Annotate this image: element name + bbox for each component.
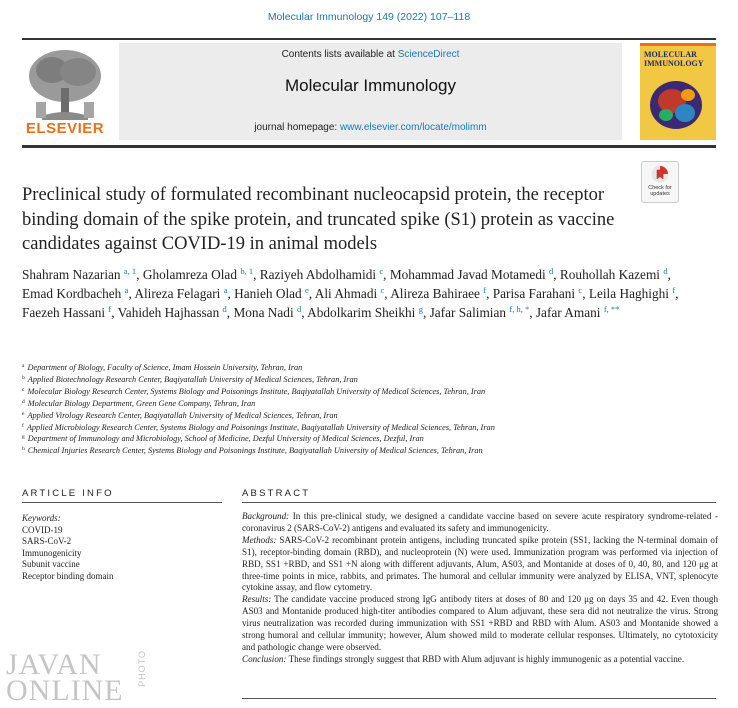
- author[interactable]: [233, 305, 304, 320]
- homepage-prefix: journal homepage:: [254, 122, 340, 133]
- affiliation-text: Applied Biotechnology Research Center, Baqiyatallah University of Medical Sciences, Tehran, Iran: [27, 374, 358, 384]
- author-affiliation-marker[interactable]: a, 1: [123, 266, 137, 276]
- affiliation-item: [22, 374, 702, 386]
- journal-homepage-link[interactable]: www.elsevier.com/locate/molimm: [339, 122, 487, 133]
- author-name: Emad Kordbacheh: [22, 285, 122, 301]
- author[interactable]: [589, 286, 679, 301]
- affiliation-key: f: [22, 422, 24, 429]
- keywords-label: Keywords:: [22, 513, 61, 523]
- check-for-updates-badge[interactable]: [641, 161, 679, 203]
- author-name: Vahideh Hajhassan: [117, 304, 220, 320]
- author-name: Hanieh Olad: [234, 285, 302, 301]
- affiliation-list: [22, 362, 702, 457]
- elsevier-wordmark: ELSEVIER: [25, 120, 105, 137]
- author[interactable]: [234, 286, 312, 301]
- author-separator: ,: [253, 267, 257, 282]
- author[interactable]: [430, 305, 533, 320]
- affiliation-text: Applied Microbiology Research Center, Systems Biology and Poisonings Institute, Baqiyatallah University of Medical Sciences, Tehran, Iran: [26, 422, 495, 432]
- abstract-section-text: In this pre-clinical study, we designed a candidate vaccine based on severe acute respiratory syndrome-related -coronavirus 2 (SARS-CoV-2) antigens and evaluated its safety and immunogenicity.: [242, 511, 718, 533]
- author-affiliation-marker[interactable]: d: [222, 303, 227, 314]
- abstract-section-label: Background:: [242, 511, 290, 521]
- author-affiliation-marker[interactable]: f, h, *: [509, 303, 530, 314]
- abstract-section-label: Methods:: [242, 534, 277, 545]
- author[interactable]: [118, 305, 230, 320]
- affiliation-text: Chemical Injuries Research Center, Systems Biology and Poisonings Institute, Baqiyatallah University of Medical Sciences, Tehran, Iran: [27, 446, 483, 456]
- author-name: Mona Nadi: [233, 304, 294, 320]
- author-separator: ,: [582, 285, 586, 301]
- author-separator: ,: [529, 304, 533, 320]
- affiliation-key: h: [22, 446, 25, 453]
- keyword-list: [22, 525, 222, 583]
- author-separator: ,: [553, 267, 557, 282]
- abstract-body: [242, 511, 718, 666]
- author-separator: ,: [301, 304, 305, 320]
- contents-available-line: [119, 49, 622, 60]
- author-separator: ,: [308, 285, 313, 301]
- affiliation-text: Department of Immunology and Microbiology, School of Medicine, Dezful University of Medical Sciences, Dezful, Iran: [27, 434, 424, 444]
- author-separator: ,: [226, 304, 231, 320]
- article-title: Preclinical study of formulated recombinant nucleocapsid protein, the receptor binding domain of the spike protein, and truncated spike (S1) protein as vaccine candidates against COVID-19 in animal models: [22, 185, 615, 254]
- abstract-section-text: The candidate vaccine produced strong IgG antibody titers at doses of 80 and 120 μg on days 35 and 42. Even though AS03 and Montanide produced high-titer antibodies compared to Alum adjuvant, these sera did not neutralize the virus. Strong virus neutralization was recorded during immunization with SS1 +RBD and RBD with Alum. AS03 and Montanide showed a strong humoral and cellular immunity; however, Alum showed mild to moderate cellular responses. Ultimately, no cytotoxicity and pathologic change were observed.: [242, 594, 718, 652]
- author-name: Mohammad Javad Motamedi: [389, 267, 546, 282]
- author[interactable]: [143, 267, 257, 282]
- abstract-section: [242, 594, 718, 654]
- author[interactable]: [536, 305, 620, 320]
- author-affiliation-marker[interactable]: c: [379, 266, 384, 276]
- watermark-line1: JAVAN: [6, 648, 102, 681]
- affiliation-key: b: [22, 374, 25, 381]
- abstract-section-text: SARS-CoV-2 recombinant protein antigens, including truncated spike protein (SS1, lacking the N-terminal domain of S1), receptor-binding domain (RBD), and nucleoprotein (N) were used. Immunization program was performed via injection of RBD, SS1 +RBD, and SS1 +N along with different adjuvants, Alum, AS03, and Montanide at doses of 0, 40, 80, and 120 μg at three-time points in mice, rabbits, and primates. The humoral and cellular immunity were analyzed by ELISA, VNT, splenocyte cytokine assay, and flow cytometry.: [242, 534, 718, 593]
- author-name: Alireza Felagari: [134, 285, 221, 301]
- author-affiliation-marker[interactable]: a: [223, 284, 228, 295]
- author-name: Rouhollah Kazemi: [559, 267, 660, 282]
- keyword-item: Subunit vaccine: [22, 559, 80, 570]
- author-separator: ,: [667, 267, 671, 282]
- abstract-section-label: Conclusion:: [242, 653, 287, 664]
- header-bottom-rule: [22, 145, 716, 148]
- updates-label-line1: Check for: [648, 185, 672, 191]
- author-affiliation-marker[interactable]: f: [108, 303, 112, 314]
- author-affiliation-marker[interactable]: c: [380, 284, 385, 295]
- affiliation-item: [22, 410, 702, 422]
- author[interactable]: [560, 267, 671, 282]
- journal-homepage-line: [119, 122, 622, 133]
- author-separator: ,: [128, 285, 132, 301]
- author[interactable]: [307, 305, 426, 320]
- affiliation-item: [22, 362, 702, 374]
- affiliation-key: g: [22, 434, 25, 441]
- affiliation-key: c: [22, 386, 25, 393]
- author-name: Jafar Amani: [535, 304, 601, 320]
- author[interactable]: [22, 305, 115, 320]
- author-name: Raziyeh Abdolhamidi: [259, 267, 377, 282]
- author-name: Alireza Bahiraee: [390, 285, 480, 301]
- author-name: Faezeh Hassani: [22, 304, 106, 320]
- author-separator: ,: [675, 285, 679, 301]
- author-affiliation-marker[interactable]: a: [124, 284, 129, 295]
- watermark-line2: ONLINE: [6, 674, 124, 707]
- keyword-item: SARS-CoV-2: [22, 536, 72, 547]
- author-separator: ,: [383, 267, 387, 282]
- journal-title: Molecular Immunology: [284, 76, 456, 95]
- affiliation-item: [22, 422, 702, 434]
- affiliation-key: a: [22, 363, 25, 369]
- author[interactable]: [493, 286, 586, 301]
- author[interactable]: [260, 267, 387, 282]
- abstract-bottom-rule: [242, 698, 716, 699]
- sciencedirect-link[interactable]: ScienceDirect: [397, 49, 460, 60]
- author-name: Ali Ahmadi: [314, 285, 378, 301]
- author[interactable]: [390, 267, 557, 282]
- affiliation-key: d: [22, 398, 25, 405]
- author-affiliation-marker[interactable]: e: [305, 284, 309, 295]
- affiliation-item: [22, 445, 702, 457]
- abstract-section-text: These findings strongly suggest that RBD with Alum adjuvant is highly immunogenic as a potential vaccine.: [286, 653, 685, 664]
- article-info-heading: ARTICLE INFO: [22, 488, 114, 499]
- author-name: Shahram Nazarian: [22, 267, 121, 282]
- check-for-updates-label: [642, 185, 678, 197]
- cover-title: MOLECULAR IMMUNOLOGY: [644, 50, 704, 68]
- header-top-rule: [22, 38, 716, 40]
- author[interactable]: [22, 267, 140, 282]
- author-separator: ,: [422, 304, 427, 320]
- keyword-item: Immunogenicity: [22, 547, 82, 558]
- keywords-block: [22, 513, 222, 583]
- author-affiliation-marker[interactable]: f: [672, 284, 676, 295]
- affiliation-text: Molecular Biology Research Center, Systems Biology and Poisonings Institute, Baqiyatallah University of Medical Sciences, Tehran, Iran: [27, 386, 486, 396]
- author-affiliation-marker[interactable]: d: [549, 266, 554, 276]
- affiliation-text: Department of Biology, Faculty of Science, Imam Hossein University, Tehran, Iran: [27, 363, 303, 372]
- author-affiliation-marker[interactable]: g: [418, 303, 423, 314]
- author-name: Parisa Farahani: [492, 285, 576, 301]
- author-affiliation-marker[interactable]: f, **: [603, 303, 620, 314]
- keyword-item: COVID-19: [22, 524, 63, 535]
- author-separator: ,: [227, 285, 231, 301]
- affiliation-text: Applied Virology Research Center, Baqiyatallah University of Medical Sciences, Tehran, Iran: [27, 410, 338, 420]
- abstract-rule: [242, 502, 716, 503]
- author[interactable]: [22, 286, 132, 301]
- keyword-item: Receptor binding domain: [22, 570, 114, 581]
- author-affiliation-marker[interactable]: b, 1: [240, 266, 254, 276]
- author-name: Jafar Salimian: [429, 304, 507, 320]
- affiliation-text: Molecular Biology Department, Green Gene Company, Tehran, Iran: [27, 398, 256, 408]
- updates-label-line2: updates: [650, 191, 670, 197]
- author[interactable]: [390, 286, 489, 301]
- affiliation-key: e: [22, 410, 25, 417]
- journal-reference[interactable]: Molecular Immunology 149 (2022) 107–118: [267, 11, 471, 23]
- abstract-section: [242, 511, 718, 535]
- abstract-heading: ABSTRACT: [242, 488, 311, 499]
- author-name: Leila Haghighi: [588, 285, 669, 301]
- check-for-updates-icon: [651, 165, 669, 184]
- author-separator: ,: [384, 285, 388, 301]
- affiliation-item: [22, 398, 702, 410]
- affiliation-item: [22, 386, 702, 398]
- author-affiliation-marker[interactable]: f: [483, 284, 487, 295]
- author-affiliation-marker[interactable]: c: [578, 284, 583, 295]
- author-affiliation-marker[interactable]: d: [296, 303, 302, 314]
- watermark: [6, 648, 156, 707]
- affiliation-item: [22, 433, 702, 445]
- abstract-section: [242, 535, 718, 595]
- abstract-section-label: Results:: [242, 594, 272, 605]
- article-info-rule: [22, 502, 222, 503]
- author-affiliation-marker[interactable]: d: [663, 266, 668, 276]
- author-list: [22, 266, 702, 322]
- author-separator: ,: [136, 267, 140, 282]
- journal-cover-thumbnail[interactable]: [640, 43, 716, 140]
- contents-prefix: Contents lists available at: [281, 49, 398, 60]
- abstract-section: [242, 654, 718, 666]
- author-separator: ,: [111, 304, 115, 320]
- author[interactable]: [315, 286, 388, 301]
- watermark-side-text: PHOTO: [137, 650, 147, 687]
- author-separator: ,: [486, 285, 490, 301]
- author-name: Gholamreza Olad: [142, 267, 237, 282]
- author-name: Abdolkarim Sheikhi: [307, 304, 416, 320]
- author[interactable]: [134, 286, 230, 301]
